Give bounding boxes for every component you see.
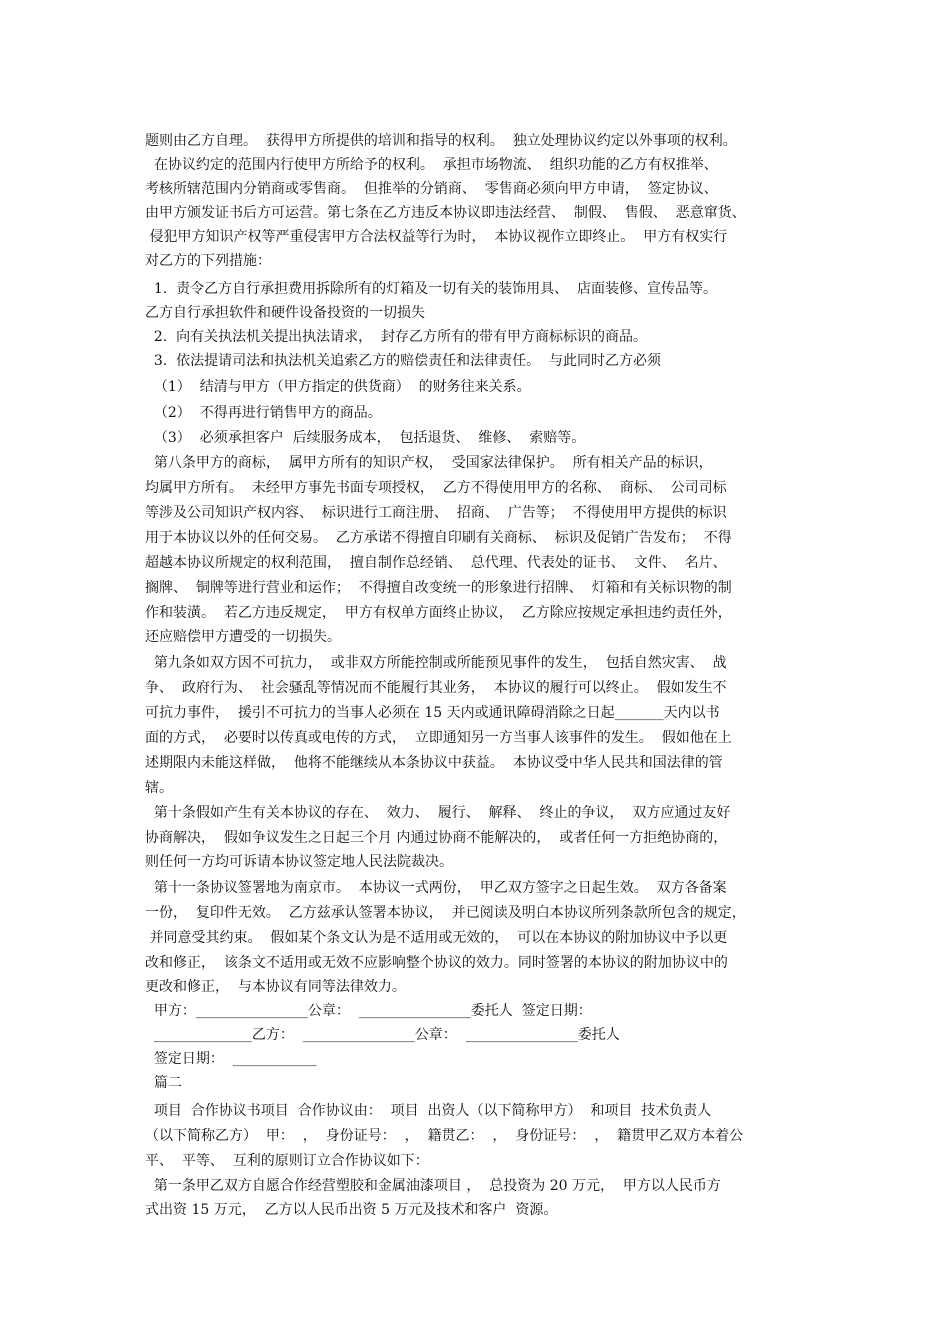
text-line: 作和装潢。 若乙方违反规定， 甲方有权单方面终止协议， 乙方除应按规定承担违约责任外， bbox=[145, 605, 732, 621]
text-line: 第一条甲乙双方自愿合作经营塑胶和金属油漆项目 ， 总投资为 20 万元， 甲方以人民币方 bbox=[145, 1178, 721, 1194]
text-line: 1. 责令乙方自行承担费用拆除所有的灯箱及一切有关的装饰用具、 店面装修、宣传品等。 bbox=[145, 281, 718, 297]
text-line: 并同意受其约束。 假如某个条文认为是不适用或无效的， 可以在本协议的附加协议中予以更 bbox=[145, 930, 728, 946]
text-line: 侵犯甲方知识产权等严重侵害甲方合法权益等行为时， 本协议视作立即终止。 甲方有权实行 bbox=[145, 229, 728, 245]
text-line: 则任何一方均可诉请本协议签定地人民法院裁决。 bbox=[145, 854, 453, 870]
text-line: 在协议约定的范围内行使甲方所给予的权利。 承担市场物流、 组织功能的乙方有权推举、 bbox=[145, 157, 718, 173]
text-line: 2. 向有关执法机关提出执法请求， 封存乙方所有的带有甲方商标标识的商品。 bbox=[145, 329, 648, 345]
text-line: （以下简称乙方） 甲： ， 身份证号： ， 籍贯乙： ， 身份证号： ， 籍贯甲乙双方本着公 bbox=[145, 1128, 744, 1144]
text-line: 辖。 bbox=[145, 780, 173, 796]
text-line: 题则由乙方自理。 获得甲方所提供的培训和指导的权利。 独立处理协议约定以外事项的权利。 bbox=[145, 133, 737, 149]
text-line: 均属甲方所有。 未经甲方事先书面专项授权， 乙方不得使用甲方的名称、 商标、 公司司标 bbox=[145, 480, 727, 496]
signature-line: 签定日期： ____________ bbox=[145, 1051, 317, 1067]
text-line: 一份， 复印件无效。 乙方兹承认签署本协议， 并已阅读及明白本协议所列条款所包含的规定， bbox=[145, 905, 746, 921]
text-line: 用于本协议以外的任何交易。 乙方承诺不得擅自印刷有关商标、 标识及促销广告发布； 不得 bbox=[145, 530, 732, 546]
text-line: 争、 政府行为、 社会骚乱等情况而不能履行其业务， 本协议的履行可以终止。 假如发生不 bbox=[145, 680, 727, 696]
text-line: 还应赔偿甲方遭受的一切损失。 bbox=[145, 629, 341, 645]
text-line: 更改和修正， 与本协议有同等法律效力。 bbox=[145, 979, 406, 995]
text-line: 第八条甲方的商标， 属甲方所有的知识产权， 受国家法律保护。 所有相关产品的标识， bbox=[145, 455, 713, 471]
text-line: 可抗力事件， 援引不可抗力的当事人必须在 15 天内或通讯障碍消除之日起_______天内以书 bbox=[145, 705, 720, 721]
text-line: （1） 结清与甲方（甲方指定的供货商） 的财务往来关系。 bbox=[145, 379, 531, 395]
text-line: 由甲方颁发证书后方可运营。第七条在乙方违反本协议即违法经营、 制假、 售假、 恶意窜货、 bbox=[145, 205, 746, 221]
text-line: 搁牌、 铜牌等进行营业和运作； 不得擅自改变统一的形象进行招牌、 灯箱和有关标识物的制 bbox=[145, 580, 732, 596]
section-heading: 篇二 bbox=[145, 1075, 182, 1091]
text-line: 第十条假如产生有关本协议的存在、 效力、 履行、 解释、 终止的争议， 双方应通过友好 bbox=[145, 805, 731, 821]
text-line: 乙方自行承担软件和硬件设备投资的一切损失 bbox=[145, 305, 425, 321]
text-line: 面的方式， 必要时以传真或电传的方式， 立即通知另一方当事人该事件的发生。 假如他在上 bbox=[145, 730, 732, 746]
text-line: 述期限内未能这样做， 他将不能继续从本条协议中获益。 本协议受中华人民共和国法律的管 bbox=[145, 755, 723, 771]
text-line: （3） 必须承担客户 后续服务成本， 包括退货、 维修、 索赔等。 bbox=[145, 430, 586, 446]
text-line: 3. 依法提请司法和执法机关追索乙方的赔偿责任和法律责任。 与此同时乙方必须 bbox=[145, 353, 662, 369]
text-line: 考核所辖范围内分销商或零售商。 但推举的分销商、 零售商必须向甲方申请， 签定协议、 bbox=[145, 181, 718, 197]
signature-line: 甲方：________________公章： ________________委托人 签定日期： bbox=[145, 1003, 592, 1019]
text-line: 对乙方的下列措施： bbox=[145, 253, 271, 269]
text-line: 式出资 15 万元， 乙方以人民币出资 5 万元及技术和客户 资源。 bbox=[145, 1202, 558, 1218]
text-line: 改和修正， 该条文不适用或无效不应影响整个协议的效力。同时签署的本协议的附加协议中的 bbox=[145, 955, 728, 971]
text-line: 超越本协议所规定的权利范围， 擅自制作总经销、 总代理、代表处的证书、 文件、 名片、 bbox=[145, 555, 727, 571]
signature-line: ______________乙方： ________________公章： ________________委托人 bbox=[145, 1027, 620, 1043]
text-line: 协商解决， 假如争议发生之日起三个月 内通过协商不能解决的， 或者任何一方拒绝协商的， bbox=[145, 830, 728, 846]
text-line: 平、 平等、 互利的原则订立合作协议如下： bbox=[145, 1153, 429, 1169]
text-line: 第十一条协议签署地为南京市。 本协议一式两份， 甲乙双方签字之日起生效。 双方各备案 bbox=[145, 880, 727, 896]
text-line: 等涉及公司知识产权内容、 标识进行工商注册、 招商、 广告等； 不得使用甲方提供的标识 bbox=[145, 505, 727, 521]
text-line: 第九条如双方因不可抗力， 或非双方所能控制或所能预见事件的发生， 包括自然灾害、 战 bbox=[145, 655, 727, 671]
text-line: （2） 不得再进行销售甲方的商品。 bbox=[145, 405, 382, 421]
text-line: 项目 合作协议书项目 合作协议由： 项目 出资人（以下简称甲方） 和项目 技术负责人 bbox=[145, 1103, 712, 1119]
